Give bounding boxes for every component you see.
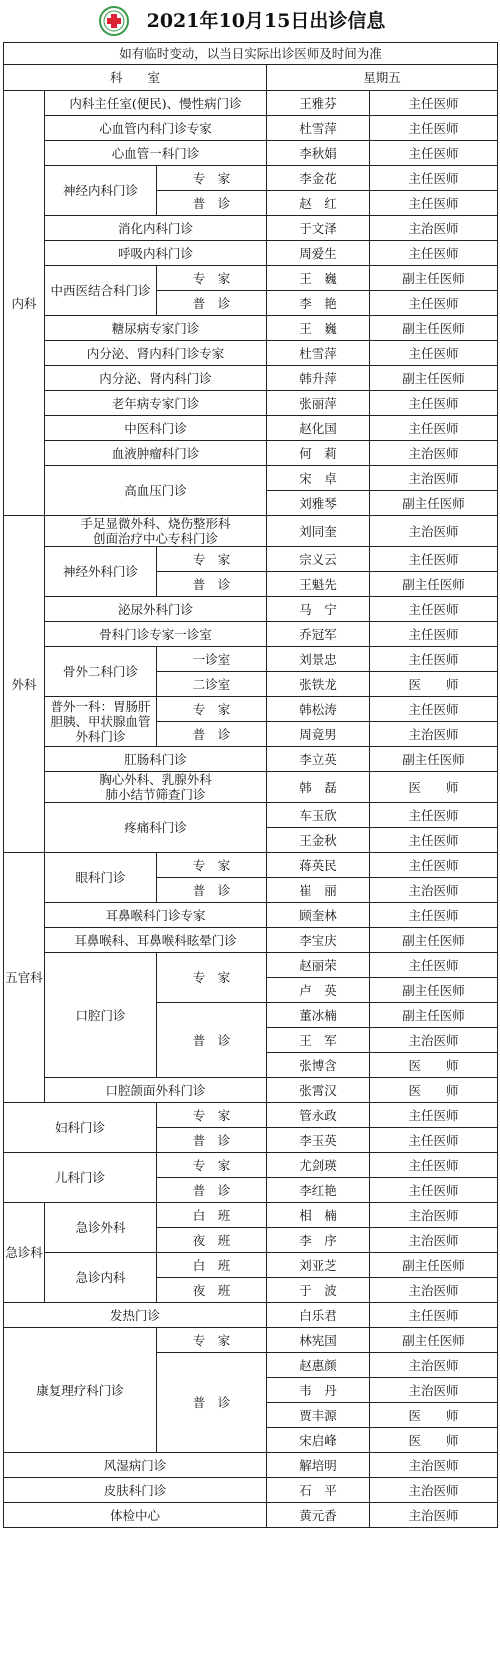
doctor-title: 副主任医师 [370,1003,498,1028]
doctor-name: 刘亚芝 [267,1253,370,1278]
clinic-name: 心血管内科门诊专家 [45,116,267,141]
clinic-name: 口腔颌面外科门诊 [45,1078,267,1103]
doctor-name: 张丽萍 [267,391,370,416]
doctor-name: 石 平 [267,1478,370,1503]
clinic-name: 泌尿外科门诊 [45,597,267,622]
doctor-title: 主任医师 [370,241,498,266]
doctor-title: 主任医师 [370,597,498,622]
doctor-name: 白乐君 [267,1303,370,1328]
doctor-name: 卢 英 [267,978,370,1003]
notice-text: 如有临时变动，以当日实际出诊医师及时间为准 [4,43,498,65]
doctor-title: 医 师 [370,1428,498,1453]
doctor-title: 主任医师 [370,1178,498,1203]
clinic-name: 急诊内科 [45,1253,157,1303]
doctor-title: 主治医师 [370,466,498,491]
doctor-title: 副主任医师 [370,366,498,391]
clinic-line: 手足显微外科、烧伤整形科 [80,516,231,531]
doctor-title: 主任医师 [370,1303,498,1328]
clinic-name: 内分泌、肾内科门诊专家 [45,341,267,366]
doctor-title: 副主任医师 [370,747,498,772]
doctor-name: 王雅芬 [267,91,370,116]
doctor-name: 韦 丹 [267,1378,370,1403]
sub-type: 专 家 [157,953,267,1003]
group-wuguan: 五官科 [4,853,45,1103]
doctor-title: 医 师 [370,1053,498,1078]
clinic-name: 骨外二科门诊 [45,647,157,697]
doctor-name: 王 巍 [267,266,370,291]
doctor-name: 相 楠 [267,1203,370,1228]
doctor-name: 赵化国 [267,416,370,441]
doctor-name: 李宝庆 [267,928,370,953]
clinic-name: 血液肿瘤科门诊 [45,441,267,466]
doctor-title: 副主任医师 [370,1328,498,1353]
doctor-name: 林宪国 [267,1328,370,1353]
sub-type: 夜 班 [157,1278,267,1303]
clinic-name: 急诊外科 [45,1203,157,1253]
sub-type: 普 诊 [157,722,267,747]
doctor-title: 主任医师 [370,697,498,722]
clinic-name: 皮肤科门诊 [4,1478,267,1503]
clinic-name: 儿科门诊 [4,1153,157,1203]
sub-type: 白 班 [157,1253,267,1278]
sub-type: 二诊室 [157,672,267,697]
doctor-title: 主治医师 [370,1503,498,1528]
doctor-name: 韩 磊 [267,772,370,803]
doctor-name: 董冰楠 [267,1003,370,1028]
clinic-name: 内科主任室(便民)、慢性病门诊 [45,91,267,116]
doctor-name: 蒋英民 [267,853,370,878]
doctor-name: 车玉欣 [267,803,370,828]
doctor-title: 主治医师 [370,1203,498,1228]
doctor-name: 韩松涛 [267,697,370,722]
doctor-name: 李红艳 [267,1178,370,1203]
doctor-name: 杜雪萍 [267,116,370,141]
doctor-title: 副主任医师 [370,572,498,597]
doctor-title: 主任医师 [370,853,498,878]
doctor-title: 主任医师 [370,953,498,978]
doctor-title: 主任医师 [370,391,498,416]
sub-type: 专 家 [157,166,267,191]
sub-type: 专 家 [157,1153,267,1178]
doctor-title: 主任医师 [370,1103,498,1128]
clinic-name: 心血管一科门诊 [45,141,267,166]
doctor-name: 王 军 [267,1028,370,1053]
clinic-name: 康复理疗科门诊 [4,1328,157,1453]
sub-type: 专 家 [157,266,267,291]
clinic-name: 神经内科门诊 [45,166,157,216]
doctor-name: 宋启峰 [267,1428,370,1453]
doctor-title: 主治医师 [370,878,498,903]
doctor-name: 李立英 [267,747,370,772]
clinic-name: 口腔门诊 [45,953,157,1078]
sub-type: 普 诊 [157,1128,267,1153]
clinic-name: 风湿病门诊 [4,1453,267,1478]
doctor-title: 主任医师 [370,1153,498,1178]
sub-type: 普 诊 [157,191,267,216]
clinic-name: 耳鼻喉科、耳鼻喉科眩晕门诊 [45,928,267,953]
sub-type: 专 家 [157,853,267,878]
clinic-name: 疼痛科门诊 [45,803,267,853]
doctor-name: 王魁先 [267,572,370,597]
doctor-name: 于文泽 [267,216,370,241]
clinic-name [45,697,157,747]
page-header [0,0,500,42]
doctor-title: 主任医师 [370,166,498,191]
page-title: 2021年10月15日出诊信息 [146,10,386,32]
doctor-name: 张铁龙 [267,672,370,697]
clinic-line: 肺小结节筛查门诊 [105,787,206,802]
doctor-name: 杜雪萍 [267,341,370,366]
sub-type: 一诊室 [157,647,267,672]
doctor-title: 主任医师 [370,622,498,647]
doctor-name: 张博含 [267,1053,370,1078]
doctor-title: 医 师 [370,1403,498,1428]
sub-type: 普 诊 [157,1353,267,1453]
doctor-name: 赵惠颜 [267,1353,370,1378]
doctor-name: 刘景忠 [267,647,370,672]
doctor-title: 医 师 [370,772,498,803]
doctor-title: 主治医师 [370,441,498,466]
doctor-name: 黄元香 [267,1503,370,1528]
doctor-name: 刘同奎 [267,516,370,547]
doctor-title: 主治医师 [370,516,498,547]
doctor-name: 刘雅琴 [267,491,370,516]
clinic-line: 胸心外科、乳腺外科 [99,772,212,787]
doctor-name: 乔冠军 [267,622,370,647]
doctor-name: 李玉英 [267,1128,370,1153]
doctor-title: 主任医师 [370,828,498,853]
sub-type: 专 家 [157,697,267,722]
doctor-name: 尤剑瑛 [267,1153,370,1178]
doctor-title: 副主任医师 [370,978,498,1003]
sub-type: 白 班 [157,1203,267,1228]
doctor-title: 主任医师 [370,416,498,441]
doctor-title: 主任医师 [370,903,498,928]
doctor-title: 副主任医师 [370,491,498,516]
sub-type: 专 家 [157,547,267,572]
doctor-title: 主任医师 [370,647,498,672]
clinic-name [45,772,267,803]
doctor-name: 马 宁 [267,597,370,622]
clinic-name: 中西医结合科门诊 [45,266,157,316]
doctor-title: 主任医师 [370,191,498,216]
doctor-title: 主治医师 [370,1278,498,1303]
doctor-name: 赵 红 [267,191,370,216]
clinic-name: 老年病专家门诊 [45,391,267,416]
doctor-title: 主任医师 [370,141,498,166]
doctor-title: 主任医师 [370,291,498,316]
doctor-name: 周竟男 [267,722,370,747]
doctor-name: 管永政 [267,1103,370,1128]
sub-type: 夜 班 [157,1228,267,1253]
group-neike: 内科 [4,91,45,516]
doctor-title: 主治医师 [370,1453,498,1478]
schedule-table [3,42,498,1528]
clinic-name: 妇科门诊 [4,1103,157,1153]
doctor-title: 主治医师 [370,216,498,241]
clinic-name: 中医科门诊 [45,416,267,441]
doctor-title: 医 师 [370,1078,498,1103]
doctor-name: 王 巍 [267,316,370,341]
doctor-title: 主治医师 [370,722,498,747]
clinic-name [45,516,267,547]
day-header: 星期五 [267,65,498,91]
doctor-title: 主治医师 [370,1228,498,1253]
dept-header: 科 室 [4,65,267,91]
doctor-title: 主任医师 [370,1128,498,1153]
clinic-name: 肛肠科门诊 [45,747,267,772]
sub-type: 普 诊 [157,291,267,316]
doctor-title: 副主任医师 [370,1253,498,1278]
doctor-name: 解培明 [267,1453,370,1478]
doctor-name: 韩升萍 [267,366,370,391]
doctor-name: 崔 丽 [267,878,370,903]
doctor-title: 医 师 [370,672,498,697]
clinic-name: 高血压门诊 [45,466,267,516]
sub-type: 普 诊 [157,1003,267,1078]
doctor-title: 主治医师 [370,1478,498,1503]
group-waike: 外科 [4,516,45,853]
sub-type: 普 诊 [157,878,267,903]
clinic-name: 消化内科门诊 [45,216,267,241]
doctor-title: 副主任医师 [370,316,498,341]
clinic-name: 内分泌、肾内科门诊 [45,366,267,391]
doctor-title: 主任医师 [370,91,498,116]
doctor-title: 副主任医师 [370,928,498,953]
doctor-name: 赵丽荣 [267,953,370,978]
clinic-name: 呼吸内科门诊 [45,241,267,266]
doctor-name: 王金秋 [267,828,370,853]
clinic-name: 发热门诊 [4,1303,267,1328]
doctor-title: 主任医师 [370,803,498,828]
doctor-name: 宗义云 [267,547,370,572]
doctor-title: 主任医师 [370,116,498,141]
doctor-name: 贾丰源 [267,1403,370,1428]
clinic-name: 糖尿病专家门诊 [45,316,267,341]
clinic-name: 体检中心 [4,1503,267,1528]
clinic-name: 骨科门诊专家一诊室 [45,622,267,647]
doctor-name: 李 序 [267,1228,370,1253]
doctor-name: 李 艳 [267,291,370,316]
doctor-title: 主任医师 [370,547,498,572]
doctor-title: 主治医师 [370,1028,498,1053]
clinic-line: 外科门诊 [75,729,126,744]
doctor-name: 周爱生 [267,241,370,266]
doctor-name: 何 莉 [267,441,370,466]
sub-type: 专 家 [157,1328,267,1353]
doctor-name: 李秋娟 [267,141,370,166]
clinic-line: 胆胰、甲状腺血管 [50,714,151,729]
doctor-name: 宋 卓 [267,466,370,491]
sub-type: 专 家 [157,1103,267,1128]
doctor-title: 主任医师 [370,341,498,366]
clinic-name: 眼科门诊 [45,853,157,903]
doctor-name: 顾奎林 [267,903,370,928]
doctor-name: 李金花 [267,166,370,191]
clinic-name: 神经外科门诊 [45,547,157,597]
doctor-name: 于 波 [267,1278,370,1303]
doctor-name: 张霄汉 [267,1078,370,1103]
doctor-title: 主治医师 [370,1353,498,1378]
clinic-line: 普外一科：胃肠肝 [50,699,151,714]
doctor-title: 主治医师 [370,1378,498,1403]
clinic-line: 创面治疗中心专科门诊 [92,531,218,546]
sub-type: 普 诊 [157,1178,267,1203]
doctor-title: 副主任医师 [370,266,498,291]
group-jizhen: 急诊科 [4,1203,45,1303]
clinic-name: 耳鼻喉科门诊专家 [45,903,267,928]
sub-type: 普 诊 [157,572,267,597]
